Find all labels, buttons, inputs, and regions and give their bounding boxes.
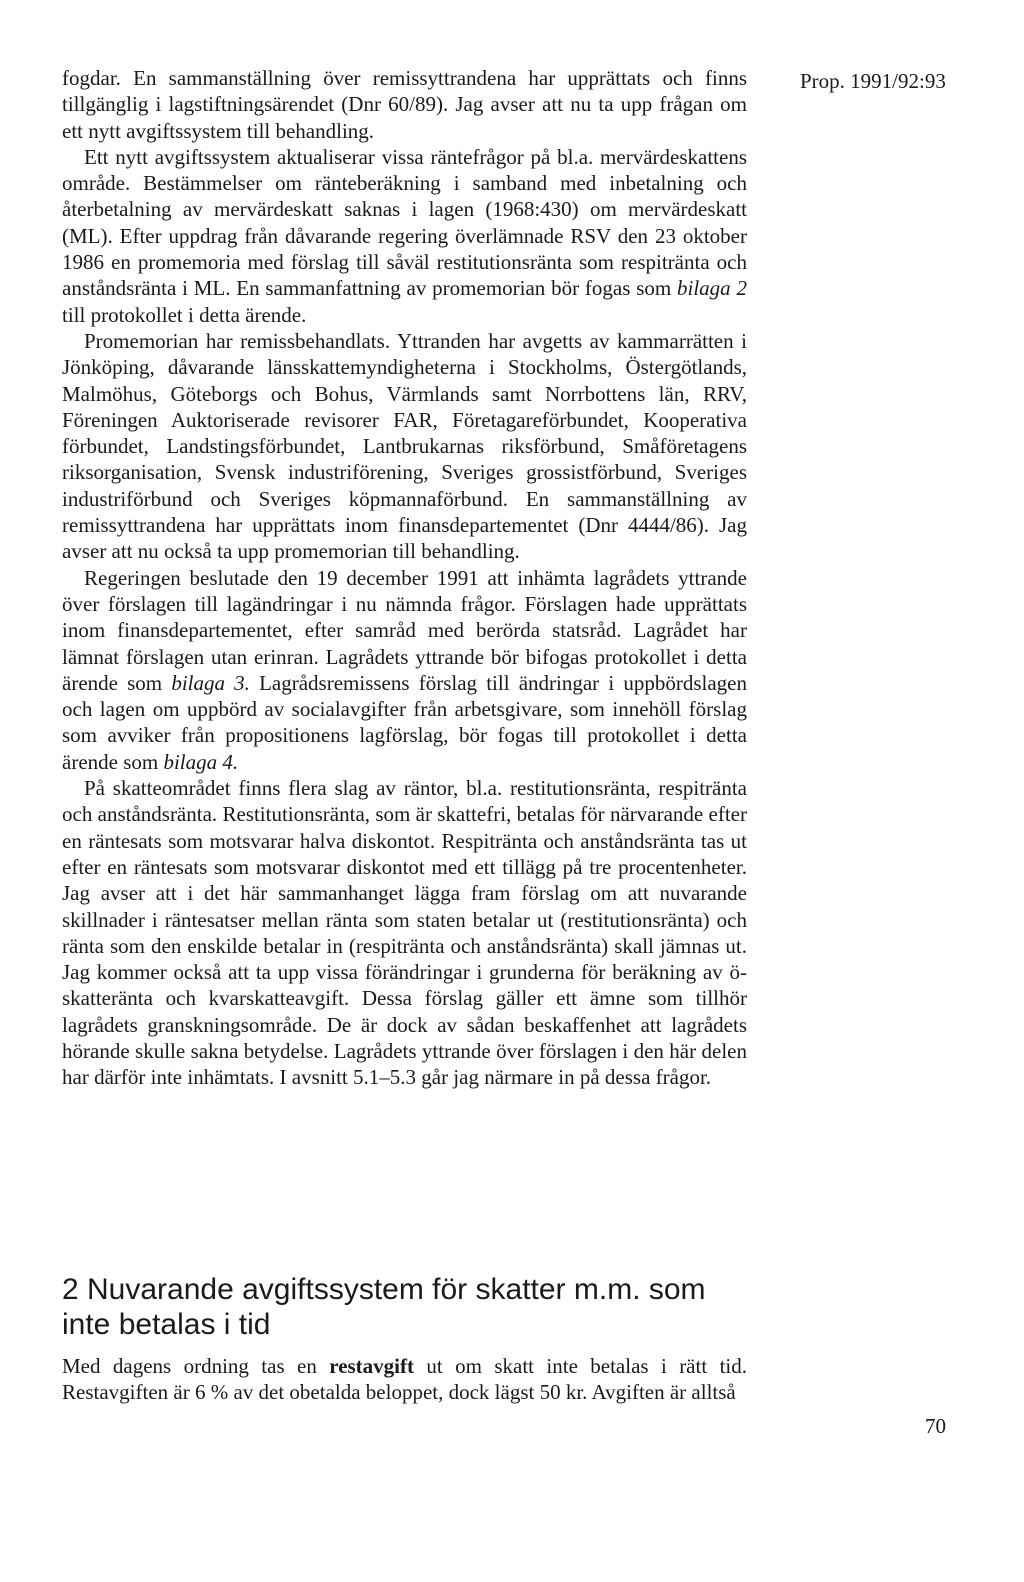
- paragraph-4-emphasis-a: bilaga 3.: [171, 670, 250, 695]
- paragraph-2-text-a: Ett nytt avgiftssystem aktualiserar vissa räntefrågor på bl.a. mervärdeskattens område. Bestämmelser om ränteberäkning i samband med inbetalning och återbetalning av mervärdeskatt saknas i lagen (1968:430) om mervärdeskatt (ML). Efter uppdrag från dåvarande regering överlämnade RSV den 23 oktober 1986 en promemoria med förslag till såväl restitutionsränta som respitränta och anståndsränta i ML. En sammanfattning av promemorian bör fogas som: [62, 144, 747, 301]
- section-paragraph-text-b: ut om skatt inte betalas i rätt tid. Restavgiften är 6 % av det obetalda beloppet, dock lägst 50 kr. Avgiften är alltså: [62, 1354, 747, 1405]
- paragraph-1: fogdar. En sammanställning över remissyttrandena har upprättats och finns tillgänglig i lagstiftningsärendet (Dnr 60/89). Jag avser att nu ta upp frågan om ett nytt avgiftssystem till behandling.: [62, 66, 747, 143]
- body-text: [62, 65, 747, 1091]
- section-heading: 2 Nuvarande avgiftssystem för skatter m.m. som inte betalas i tid: [62, 1273, 706, 1341]
- paragraph-4-text-a: Regeringen beslutade den 19 december 1991 att inhämta lagrådets yttrande över förslagen till lagändringar i nu nämnda frågor. Förslagen hade upprättats inom finansdepartementet, efter samråd med berörda statsråd. Lagrådet har lämnat förslagen utan erinran. Lagrådets yttrande bör bifogas protokollet i detta ärende som: [62, 565, 747, 695]
- section-paragraph-text-a: Med dagens ordning tas en: [62, 1354, 330, 1378]
- paragraph-5: På skatteområdet finns flera slag av räntor, bl.a. restitutionsränta, respitränta och anståndsränta. Restitutionsränta, som är skattefri, betalas för närvarande efter en räntesats som motsvarar halva diskontot. Respitränta och anståndsränta tas ut efter en räntesats som motsvarar diskontot med ett tillägg på tre procentenheter. Jag avser att i det här sammanhanget lägga fram förslag om att nuvarande skillnader i räntesatser mellan ränta som staten betalar ut (restitutionsränta) och ränta som den enskilde betalar in (respitränta och anståndsränta) skall jämnas ut. Jag kommer också att ta upp vissa förändringar i grunderna för beräkning av ö-skatteränta och kvarskatteavgift. Dessa förslag gäller ett ämne som tillhör lagrådets granskningsområde. De är dock av sådan beskaffenhet att lagrådets hörande skulle sakna betydelse. Lagrådets yttrande över förslagen i den här delen har därför inte inhämtats. I avsnitt 5.1–5.3 går jag närmare in på dessa frågor.: [62, 776, 747, 1090]
- page-number: 70: [925, 1414, 946, 1438]
- paragraph-4: [62, 565, 747, 775]
- paragraph-2-text-b: till protokollet i detta ärende.: [62, 302, 307, 327]
- section-paragraph-bold-term: restavgift: [329, 1354, 414, 1378]
- paragraph-4-text-b: Lagrådsremissens förslag till ändringar i uppbördslagen och lagen om uppbörd av socialavgifter från arbetsgivare, som innehöll förslag som avviker från propositionens lagförslag, bör fogas till protokollet i detta ärende som: [62, 670, 747, 774]
- paragraph-2: [62, 144, 747, 328]
- paragraph-2-emphasis: bilaga 2: [677, 276, 747, 301]
- paragraph-3: Promemorian har remissbehandlats. Yttranden har avgetts av kammarrätten i Jönköping, dåvarande länsskattemyndigheterna i Stockholms, Östergötlands, Malmöhus, Göteborgs och Bohus, Värmlands samt Norrbottens län, RRV, Föreningen Auktoriserade revisorer FAR, Företagareförbundet, Kooperativa förbundet, Landstingsförbundet, Lantbrukarnas riksförbund, Småföretagens riksorganisation, Svensk industriförening, Sveriges grossistförbund, Sveriges industriförbund och Sveriges köpmannaförbund. En sammanställning av remissyttrandena har upprättats inom finansdepartementet (Dnr 4444/86). Jag avser att nu också ta upp promemorian till behandling.: [62, 328, 747, 564]
- paragraph-4-emphasis-b: bilaga 4.: [163, 749, 239, 774]
- section-paragraph: [62, 1353, 747, 1406]
- proposition-reference: Prop. 1991/92:93: [800, 69, 946, 93]
